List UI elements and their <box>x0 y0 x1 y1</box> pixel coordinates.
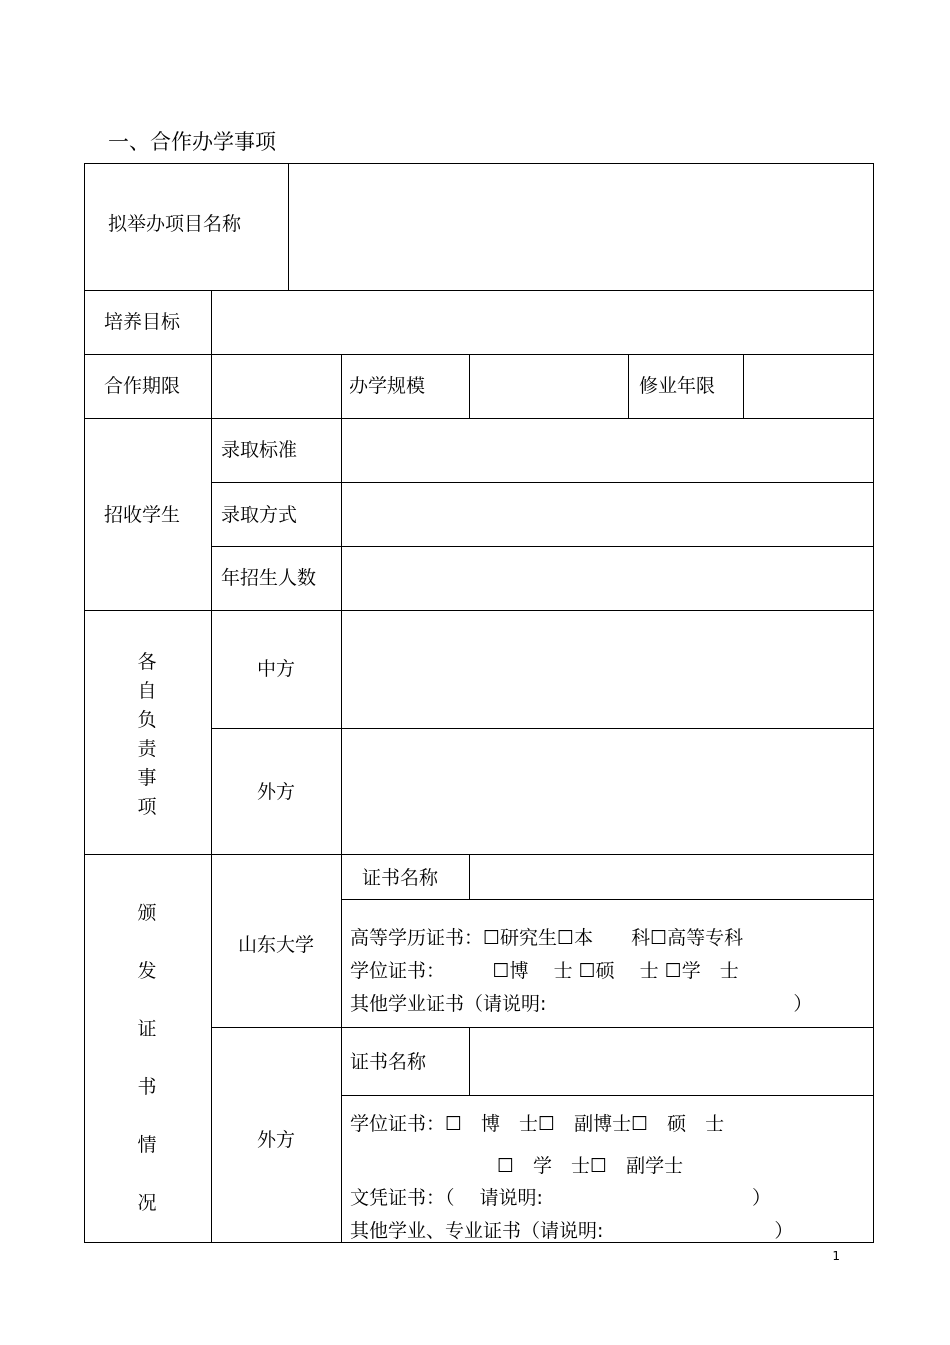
row-divider <box>211 1027 874 1028</box>
admission-method-label: 录取方式 <box>221 504 298 526</box>
row-divider <box>211 546 874 547</box>
foreign-side-label-2: 外方 <box>256 1129 295 1151</box>
responsibilities-label: 各 自 负 责 事 项 <box>137 651 157 818</box>
col-divider <box>211 290 212 1243</box>
enrollment-label: 招收学生 <box>104 504 181 526</box>
row-divider <box>84 610 874 611</box>
annual-enrollment-label: 年招生人数 <box>221 567 317 589</box>
school-scale-label: 办学规模 <box>349 375 426 397</box>
row-divider <box>211 728 874 729</box>
study-years-label: 修业年限 <box>639 375 716 397</box>
col-divider <box>628 354 629 418</box>
row-divider <box>211 482 874 483</box>
coop-period-label: 合作期限 <box>104 375 181 397</box>
row-divider <box>341 1095 874 1096</box>
row-divider <box>84 290 874 291</box>
sdu-cert-line: 其他学业证书（请说明: ） <box>350 993 813 1015</box>
cooperation-items-table <box>84 163 874 1243</box>
col-divider <box>469 854 470 899</box>
col-divider <box>743 354 744 418</box>
foreign-cert-line: ☐ 学 士☐ 副学士 <box>497 1155 684 1177</box>
sdu-label: 山东大学 <box>237 934 314 956</box>
row-divider <box>84 354 874 355</box>
col-divider <box>341 354 342 1243</box>
foreign-cert-line: 其他学业、专业证书（请说明: ） <box>350 1220 794 1242</box>
row-divider <box>84 418 874 419</box>
admission-standard-label: 录取标准 <box>221 439 298 461</box>
row-divider <box>84 854 874 855</box>
col-divider <box>469 354 470 418</box>
training-goal-label: 培养目标 <box>104 311 181 333</box>
foreign-cert-line: 文凭证书：（ 请说明: ） <box>350 1187 771 1209</box>
section-title: 一、合作办学事项 <box>108 130 276 154</box>
col-divider <box>469 1027 470 1095</box>
page-number: 1 <box>832 1249 840 1263</box>
row-divider <box>341 899 874 900</box>
sdu-cert-line: 学位证书： ☐博 士 ☐硕 士 ☐学 士 <box>350 960 739 982</box>
cert-name-label: 证书名称 <box>362 867 439 889</box>
sdu-cert-line: 高等学历证书：☐研究生☐本 科☐高等专科 <box>350 927 744 949</box>
foreign-side-label: 外方 <box>256 781 295 803</box>
chinese-side-label: 中方 <box>256 658 295 680</box>
cert-name-label: 证书名称 <box>350 1051 427 1073</box>
project-name-label: 拟举办项目名称 <box>108 213 242 235</box>
foreign-cert-line: 学位证书：☐ 博 士☐ 副博士☐ 硕 士 <box>350 1113 725 1135</box>
col-divider <box>288 163 289 290</box>
certificates-label: 颁 发 证 书 情 况 <box>137 902 157 1214</box>
